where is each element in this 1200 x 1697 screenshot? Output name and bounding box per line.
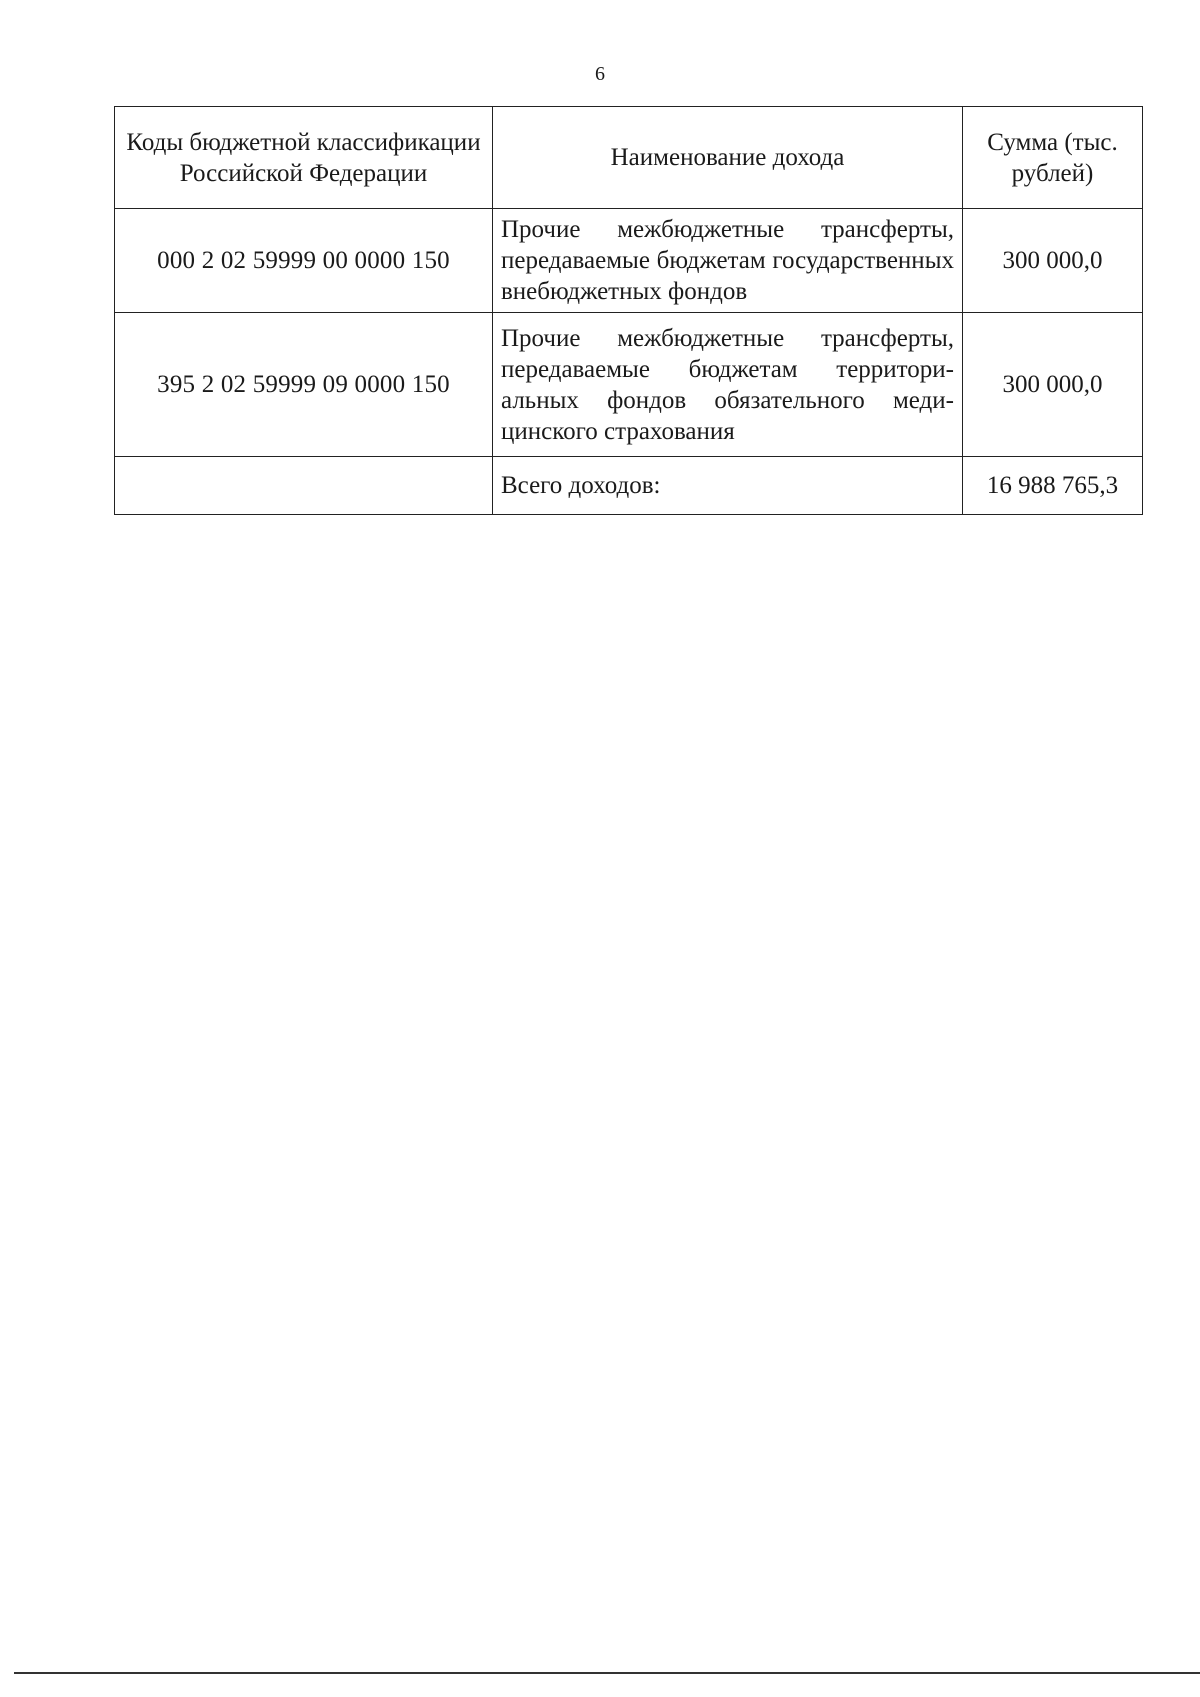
header-income-name: Наименование дохода <box>493 107 963 209</box>
footer-divider <box>14 1672 1200 1674</box>
total-row <box>115 457 1143 515</box>
income-table <box>114 106 1143 515</box>
total-label: Всего доходов: <box>493 457 963 515</box>
table-row <box>115 209 1143 313</box>
income-name-cell: Прочие межбюджетные трансферты, передаваемые бюджетам государственных внебюджетных фондов <box>493 209 963 313</box>
header-budget-codes: Коды бюджетной классификации Российской Федерации <box>115 107 493 209</box>
amount-cell: 300 000,0 <box>963 313 1143 457</box>
total-code-cell <box>115 457 493 515</box>
budget-code-cell: 000 2 02 59999 00 0000 150 <box>115 209 493 313</box>
total-amount: 16 988 765,3 <box>963 457 1143 515</box>
table-row <box>115 313 1143 457</box>
table-header-row <box>115 107 1143 209</box>
page-number: 6 <box>595 63 605 85</box>
income-name-cell: Прочие межбюджетные трансферты, передаваемые бюджетам территориальных фондов обязательного медицинского страхования <box>493 313 963 457</box>
header-amount: Сумма (тыс. рублей) <box>963 107 1143 209</box>
budget-code-cell: 395 2 02 59999 09 0000 150 <box>115 313 493 457</box>
amount-cell: 300 000,0 <box>963 209 1143 313</box>
